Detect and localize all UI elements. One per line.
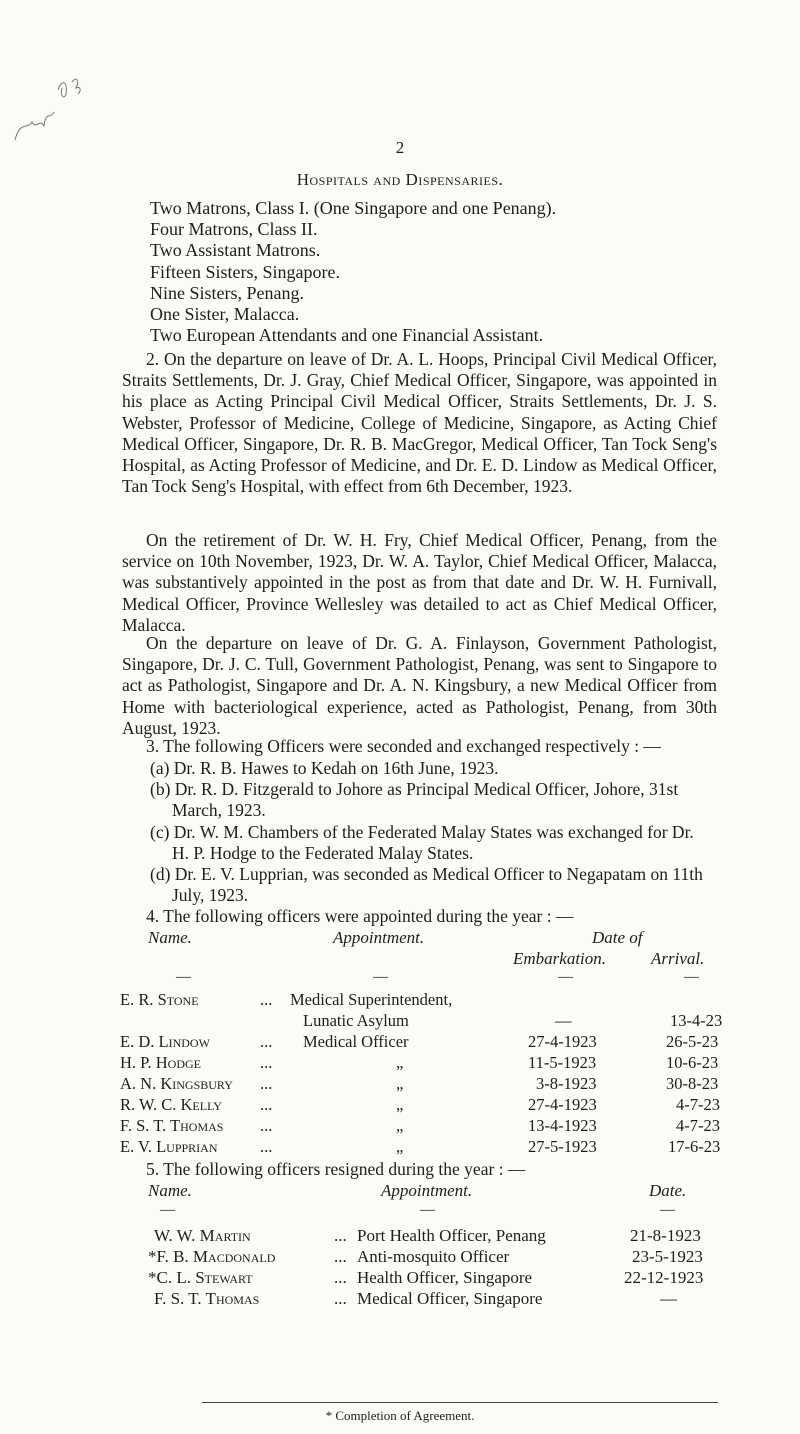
paragraph-text: 3. The following Officers were seconded and exchanged respectively : — bbox=[146, 736, 661, 756]
cell-dots: ... bbox=[260, 1053, 273, 1072]
seconded-list bbox=[150, 758, 715, 906]
staff-line: Four Matrons, Class II. bbox=[150, 219, 318, 240]
staff-list bbox=[150, 198, 556, 346]
cell-date: 22-12-1923 bbox=[624, 1268, 704, 1287]
staff-line: Two Matrons, Class I. (One Singapore and one Penang). bbox=[150, 198, 557, 218]
cell-name: F. S. T. Thomas bbox=[154, 1289, 260, 1308]
cell-appointment: Health Officer, Singapore bbox=[357, 1268, 533, 1287]
cell-arrival: 26-5-23 bbox=[666, 1032, 719, 1051]
cell-appointment: Port Health Officer, Penang bbox=[357, 1226, 546, 1245]
cell-name: E. V. Lupprian bbox=[120, 1137, 218, 1156]
paragraph-text: 2. On the departure on leave of Dr. A. L. Hoops, Principal Civil Medical Officer, Straits Settlements, Dr. J. Gray, Chief Medical Officer, Singapore, was appointed in his place as Acting Principal Civil Medical Officer, Straits Settlements, Dr. J. S. Webster, Professor of Medicine, College of Medicine, Singapore, as Acting Chief Medical Officer, Singapore, Dr. R. B. MacGregor, Medical Officer, Tan Tock Seng's Hospital, as Acting Professor of Medicine, and Dr. E. D. Lindow as Medical Officer, Tan Tock Seng's Hospital, with effect from 6th December, 1923. bbox=[122, 349, 717, 497]
divider-dash: — bbox=[660, 1202, 675, 1218]
staff-line: One Sister, Malacca. bbox=[150, 304, 300, 325]
cell-dots: ... bbox=[260, 1074, 273, 1093]
paragraph-text: 5. The following officers resigned during the year : — bbox=[146, 1159, 526, 1179]
cell-dots: ... bbox=[334, 1268, 347, 1287]
col-header-date-of: Date of bbox=[592, 928, 643, 947]
cell-date: — bbox=[660, 1289, 677, 1308]
cell-appointment: „ bbox=[396, 1116, 404, 1135]
cell-embarkation: 13-4-1923 bbox=[528, 1116, 597, 1135]
col-header-appointment: Appointment. bbox=[381, 1181, 473, 1200]
col-header-arrival: Arrival. bbox=[651, 949, 705, 968]
list-item: (c) Dr. W. M. Chambers of the Federated Malay States was exchanged for Dr. H. P. Hodge to the Federated Malay States. bbox=[150, 821, 694, 863]
page-number: 2 bbox=[395, 138, 405, 157]
handwritten-mark bbox=[10, 60, 100, 150]
cell-appointment: „ bbox=[396, 1137, 404, 1156]
cell-name: *F. B. Macdonald bbox=[148, 1247, 276, 1266]
cell-dots: ... bbox=[334, 1247, 347, 1266]
col-header-embarkation: Embarkation. bbox=[513, 949, 607, 968]
cell-arrival: 10-6-23 bbox=[666, 1053, 719, 1072]
cell-date: 23-5-1923 bbox=[632, 1247, 703, 1266]
cell-appointment: Lunatic Asylum bbox=[303, 1011, 409, 1030]
paragraph-finlayson bbox=[122, 633, 717, 739]
col-header-name: Name. bbox=[148, 928, 192, 947]
cell-embarkation: 27-4-1923 bbox=[528, 1095, 597, 1114]
paragraph-fry bbox=[122, 530, 717, 636]
cell-dots: ... bbox=[334, 1226, 347, 1245]
cell-appointment: Medical Officer, Singapore bbox=[357, 1289, 543, 1308]
cell-embarkation: 3-8-1923 bbox=[536, 1074, 597, 1093]
footnote: * Completion of Agreement. bbox=[325, 1408, 475, 1423]
paragraph-2 bbox=[122, 349, 717, 497]
resigned-table bbox=[0, 1226, 800, 1326]
cell-dots: ... bbox=[260, 1116, 273, 1135]
staff-line: Two Assistant Matrons. bbox=[150, 240, 321, 261]
cell-dots: ... bbox=[260, 990, 273, 1009]
divider-dash: — bbox=[420, 1202, 435, 1218]
staff-line: Fifteen Sisters, Singapore. bbox=[150, 261, 340, 282]
cell-arrival: 4-7-23 bbox=[676, 1095, 720, 1114]
cell-dots: ... bbox=[334, 1289, 347, 1308]
list-item: (b) Dr. R. D. Fitzgerald to Johore as Principal Medical Officer, Johore, 31st March, 1923. bbox=[150, 779, 679, 821]
cell-date: 21-8-1923 bbox=[630, 1226, 701, 1245]
list-item: (a) Dr. R. B. Hawes to Kedah on 16th June, 1923. bbox=[150, 758, 499, 778]
paragraph-text: On the departure on leave of Dr. G. A. Finlayson, Government Pathologist, Singapore, Dr. J. C. Tull, Government Pathologist, Penang, was sent to Singapore to act as Pathologist, Singapore and Dr. A. N. Kingsbury, a new Medical Officer from Home with bacteriological experience, acted as Pathologist, Penang, from 30th August, 1923. bbox=[122, 633, 717, 738]
col-header-appointment: Appointment. bbox=[333, 928, 425, 947]
cell-name: A. N. Kingsbury bbox=[120, 1074, 233, 1093]
cell-arrival: 30-8-23 bbox=[666, 1074, 719, 1093]
cell-embarkation: — bbox=[555, 1011, 572, 1030]
cell-name: *C. L. Stewart bbox=[148, 1268, 253, 1287]
cell-name: R. W. C. Kelly bbox=[120, 1095, 222, 1114]
paragraph-text: 4. The following officers were appointed during the year : — bbox=[146, 906, 574, 926]
cell-embarkation: 11-5-1923 bbox=[528, 1053, 597, 1072]
cell-name: H. P. Hodge bbox=[120, 1053, 202, 1072]
cell-dots: ... bbox=[260, 1137, 273, 1156]
cell-appointment: „ bbox=[396, 1074, 404, 1093]
cell-name: W. W. Martin bbox=[154, 1226, 251, 1245]
cell-embarkation: 27-4-1923 bbox=[528, 1032, 597, 1051]
paragraph-text: On the retirement of Dr. W. H. Fry, Chief Medical Officer, Penang, from the service on 10th November, 1923, Dr. W. A. Taylor, Chief Medical Officer, Malacca, was substantively appointed in the post as from that date and Dr. W. H. Furnivall, Medical Officer, Province Wellesley was detailed to act as Chief Medical Officer, Malacca. bbox=[122, 530, 717, 635]
staff-line: Two European Attendants and one Financial Assistant. bbox=[150, 325, 544, 346]
divider-dash: — bbox=[160, 1202, 175, 1218]
divider-dash: — bbox=[373, 969, 388, 985]
cell-dots: ... bbox=[260, 1032, 273, 1051]
col-header-date: Date. bbox=[649, 1181, 687, 1200]
cell-appointment: „ bbox=[396, 1053, 404, 1072]
list-item: (d) Dr. E. V. Lupprian, was seconded as Medical Officer to Negapatam on 11th July, 1923. bbox=[150, 864, 703, 906]
divider-dash: — bbox=[684, 969, 699, 985]
cell-dots: ... bbox=[260, 1095, 273, 1114]
paragraph-3-intro bbox=[122, 736, 717, 757]
cell-arrival: 4-7-23 bbox=[676, 1116, 720, 1135]
cell-arrival: 13-4-23 bbox=[670, 1011, 723, 1030]
paragraph-5-intro bbox=[122, 1159, 717, 1180]
cell-embarkation: 27-5-1923 bbox=[528, 1137, 597, 1156]
section-heading: Hospitals and Dispensaries. bbox=[296, 170, 504, 189]
cell-arrival: 17-6-23 bbox=[668, 1137, 721, 1156]
paragraph-4-intro bbox=[122, 906, 717, 927]
cell-appointment: Anti-mosquito Officer bbox=[357, 1247, 510, 1266]
cell-name: F. S. T. Thomas bbox=[120, 1116, 224, 1135]
divider-dash: — bbox=[558, 969, 573, 985]
cell-appointment: Medical Officer bbox=[303, 1032, 409, 1051]
cell-name: E. D. Lindow bbox=[120, 1032, 210, 1051]
cell-appointment: „ bbox=[396, 1095, 404, 1114]
col-header-name: Name. bbox=[148, 1181, 192, 1200]
divider-dash: — bbox=[176, 969, 191, 985]
cell-name: E. R. Stone bbox=[120, 990, 199, 1009]
footnote-rule bbox=[202, 1402, 718, 1403]
cell-appointment: Medical Superintendent, bbox=[290, 990, 453, 1009]
staff-line: Nine Sisters, Penang. bbox=[150, 282, 304, 303]
